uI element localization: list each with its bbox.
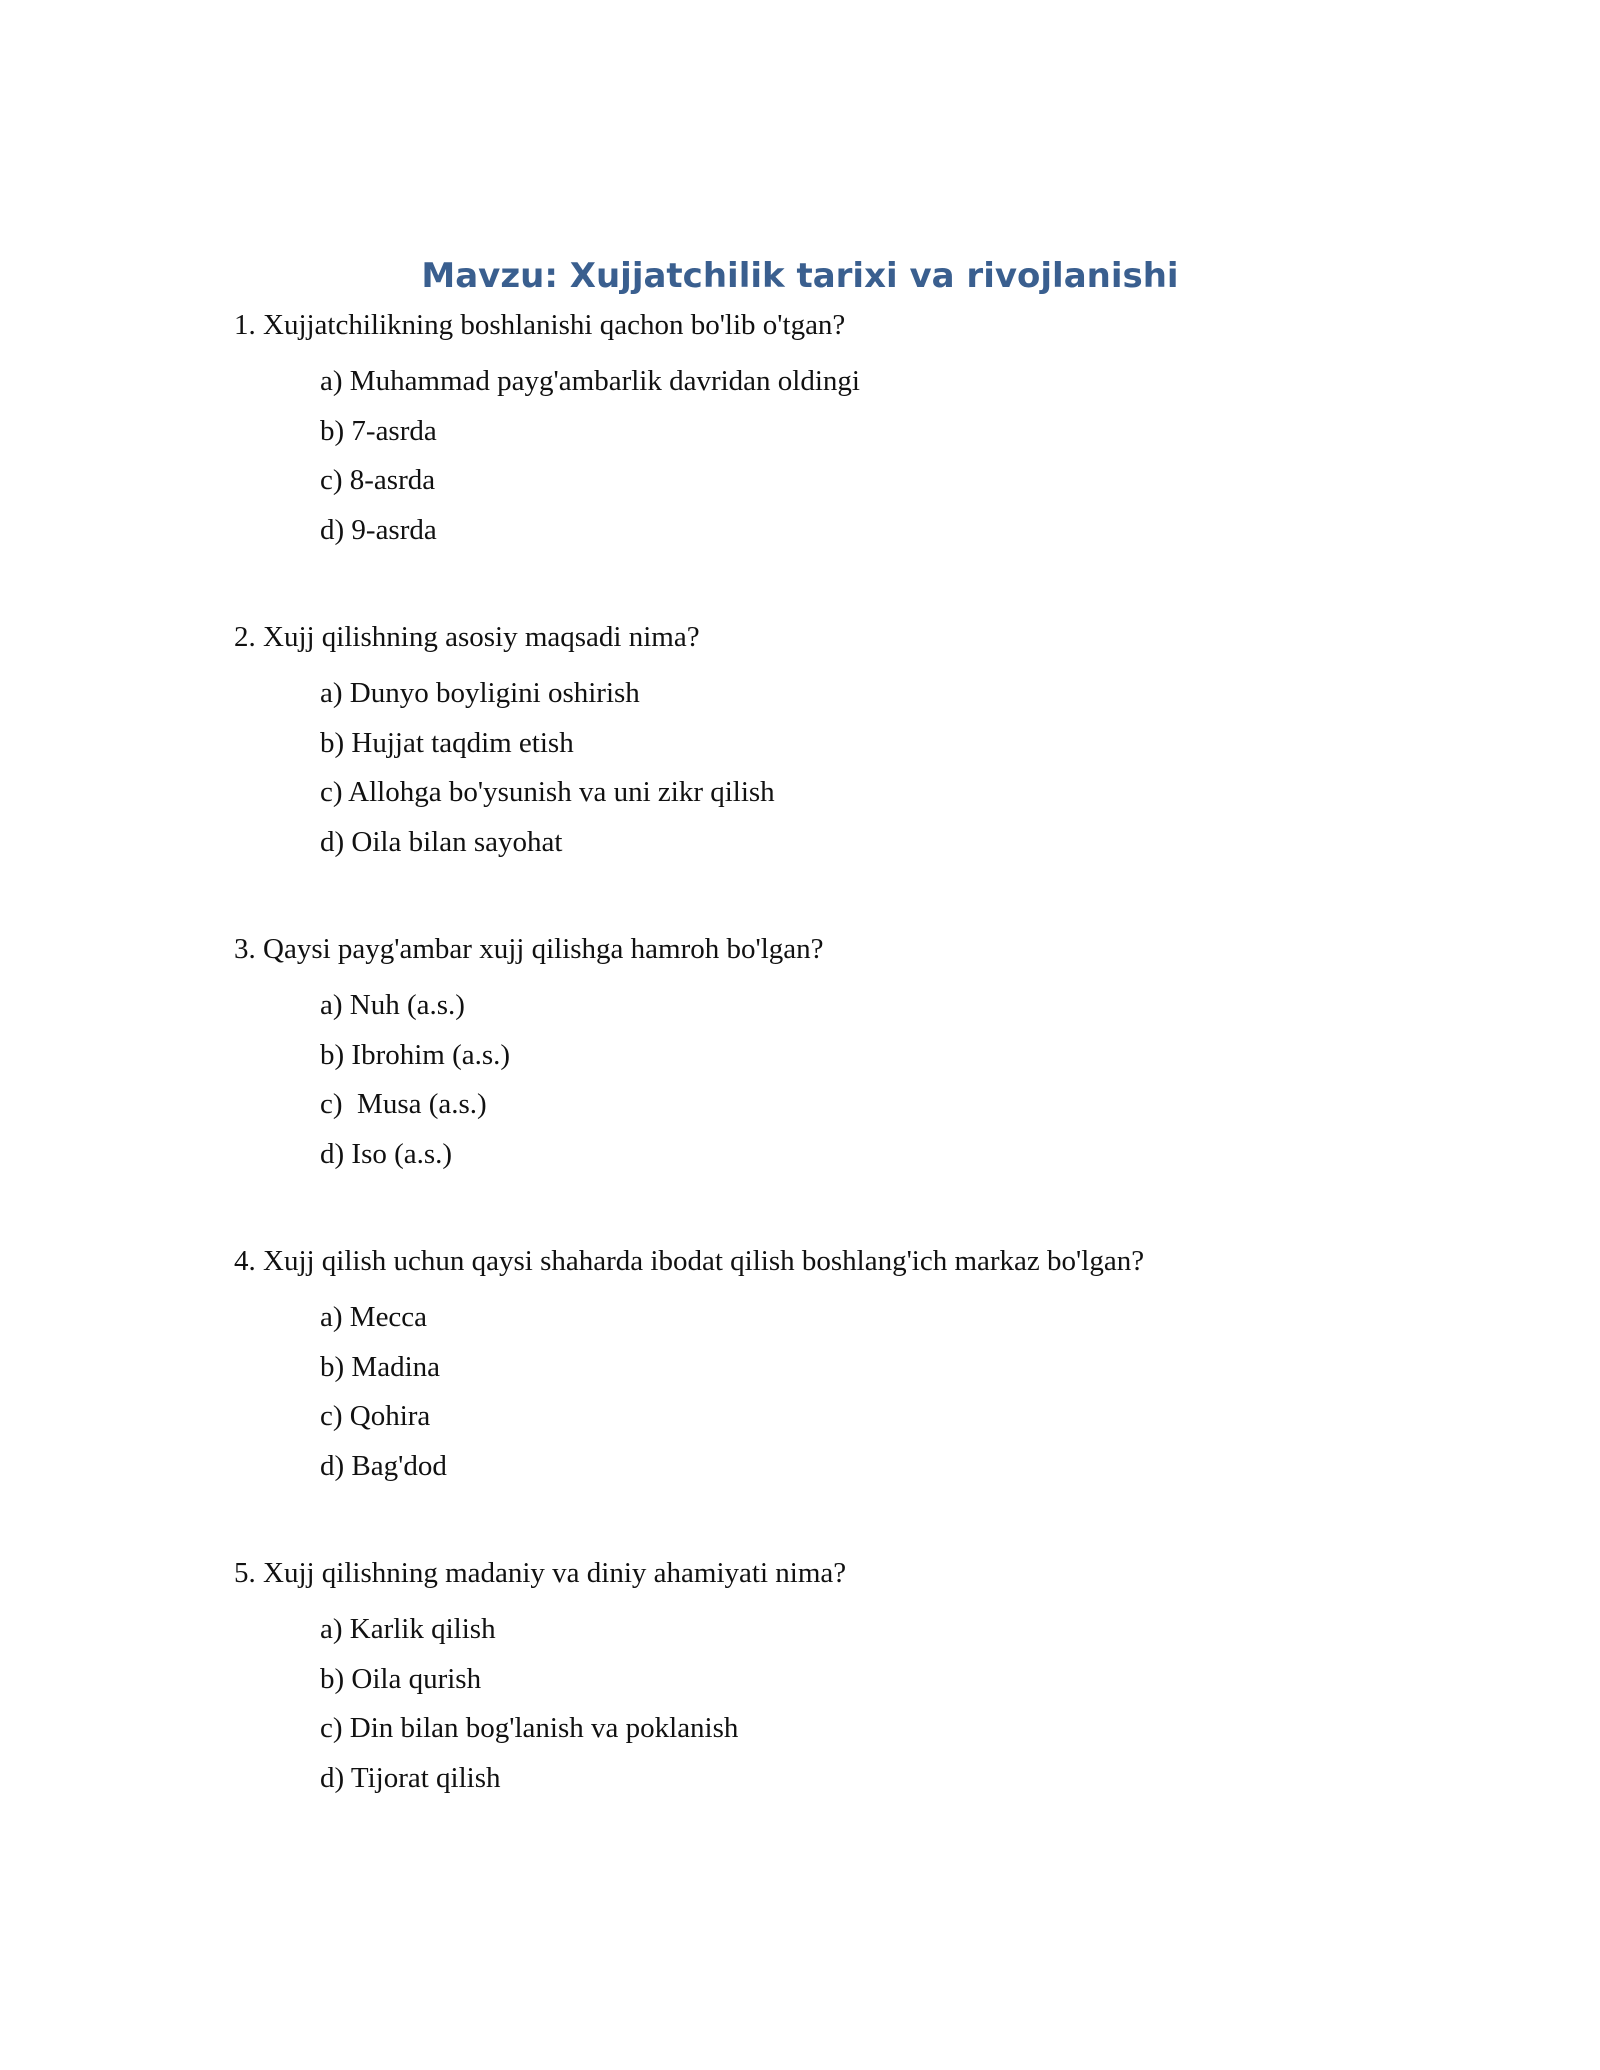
option-b: b) Oila qurish <box>320 1662 482 1695</box>
option-list <box>234 981 1414 1179</box>
option-a: a) Dunyo boyligini oshirish <box>320 677 640 709</box>
option-d: d) Tijorat qilish <box>320 1761 501 1794</box>
question-list <box>234 305 1414 1865</box>
option-d: d) Iso (a.s.) <box>320 1137 453 1170</box>
option-b: b) Madina <box>320 1350 440 1383</box>
option-d: d) Bag'dod <box>320 1449 447 1482</box>
option-a: a) Karlik qilish <box>320 1613 496 1645</box>
document-title: Mavzu: Xujjatchilik tarixi va rivojlanishi <box>421 256 1179 296</box>
option-list <box>234 1293 1414 1491</box>
option-list <box>234 669 1414 867</box>
option-d: d) 9-asrda <box>320 513 437 546</box>
option-b: b) Ibrohim (a.s.) <box>320 1038 511 1071</box>
option-c: c) Din bilan bog'lanish va poklanish <box>320 1712 739 1744</box>
option-c: c) Qohira <box>320 1400 431 1432</box>
option-c: c) Musa (a.s.) <box>320 1088 487 1120</box>
question-4 <box>234 1241 1414 1491</box>
option-a: a) Mecca <box>320 1301 428 1333</box>
option-list <box>234 1605 1414 1803</box>
option-c: c) 8-asrda <box>320 464 436 496</box>
question-text: 2. Xujj qilishning asosiy maqsadi nima? <box>234 621 700 653</box>
question-text: 3. Qaysi payg'ambar xujj qilishga hamroh bo'lgan? <box>234 933 824 965</box>
option-c: c) Allohga bo'ysunish va uni zikr qilish <box>320 776 775 808</box>
question-text: 4. Xujj qilish uchun qaysi shaharda ibodat qilish boshlang'ich markaz bo'lgan? <box>234 1245 1145 1277</box>
option-b: b) 7-asrda <box>320 414 437 447</box>
question-1 <box>234 305 1414 555</box>
option-d: d) Oila bilan sayohat <box>320 825 563 858</box>
question-text: 5. Xujj qilishning madaniy va diniy ahamiyati nima? <box>234 1557 847 1589</box>
question-3 <box>234 929 1414 1179</box>
option-a: a) Muhammad payg'ambarlik davridan oldingi <box>320 365 860 397</box>
question-2 <box>234 617 1414 867</box>
question-text: 1. Xujjatchilikning boshlanishi qachon bo'lib o'tgan? <box>234 309 846 341</box>
question-5 <box>234 1553 1414 1803</box>
option-list <box>234 357 1414 555</box>
option-b: b) Hujjat taqdim etish <box>320 726 574 759</box>
option-a: a) Nuh (a.s.) <box>320 989 465 1021</box>
